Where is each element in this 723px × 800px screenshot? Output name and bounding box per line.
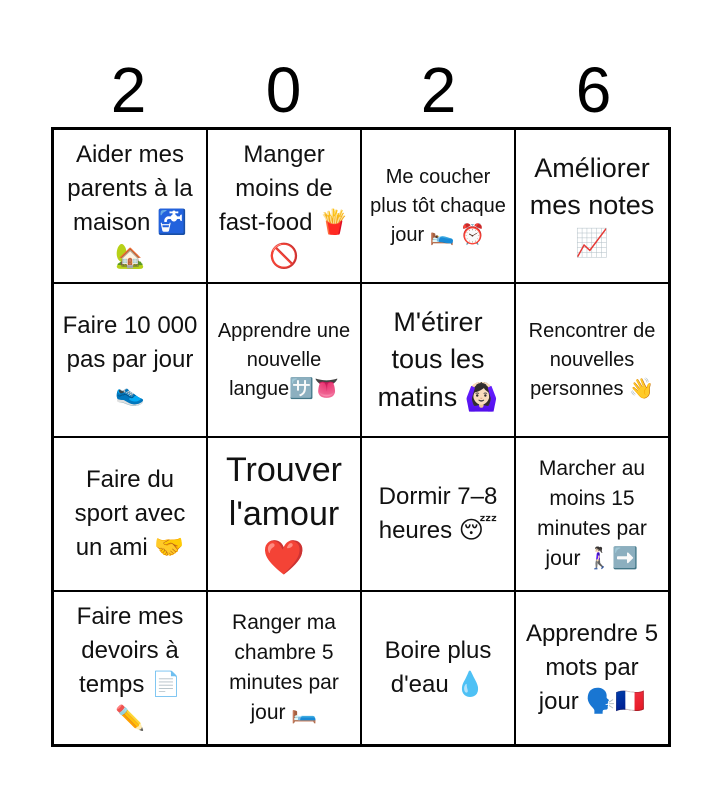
cell-text: Marcher au moins 15 minutes par jour 🚶🏻‍♀️➡️ (537, 457, 647, 570)
cell-text: Manger moins de fast-food 🍟 🚫 (219, 140, 349, 271)
bingo-card-grid (51, 127, 671, 747)
cell-text: Améliorer mes notes📈 (529, 153, 655, 258)
header-letter-4: 6 (575, 54, 612, 126)
bingo-cell-r3c3[interactable] (361, 437, 515, 591)
cell-text: Apprendre 5 mots par jour 🗣️🇫🇷 (525, 619, 659, 716)
cell-text: Faire 10 000 pas par jour 👟 (62, 311, 198, 408)
bingo-cell-r4c3[interactable] (361, 591, 515, 745)
cell-text: Trouver l'amour ❤️ (226, 450, 342, 578)
cell-text: Apprendre une nouvelle langue🈂️👅 (217, 319, 351, 400)
header-letter-2: 0 (265, 54, 302, 126)
bingo-cell-r1c4[interactable] (515, 129, 669, 283)
bingo-cell-r2c4[interactable] (515, 283, 669, 437)
header-letter-3: 2 (420, 54, 457, 126)
bingo-header (51, 52, 671, 128)
cell-text: M'étirer tous les matins 🙆🏻‍♀️ (377, 307, 499, 412)
cell-text: Me coucher plus tôt chaque jour 🛌 ⏰ (370, 165, 506, 246)
bingo-cell-r1c2[interactable] (207, 129, 361, 283)
bingo-cell-r2c2[interactable] (207, 283, 361, 437)
bingo-cell-r4c4[interactable] (515, 591, 669, 745)
bingo-cell-r3c4[interactable] (515, 437, 669, 591)
cell-text: Ranger ma chambre 5 minutes par jour 🛏️ (229, 611, 339, 724)
bingo-cell-r4c2[interactable] (207, 591, 361, 745)
cell-text: Faire mes devoirs à temps 📄 ✏️ (76, 602, 184, 733)
bingo-cell-r4c1[interactable] (53, 591, 207, 745)
bingo-cell-r3c2-center[interactable] (207, 437, 361, 591)
bingo-cell-r1c3[interactable] (361, 129, 515, 283)
bingo-cell-r2c3[interactable] (361, 283, 515, 437)
bingo-cell-r1c1[interactable] (53, 129, 207, 283)
bingo-cell-r2c1[interactable] (53, 283, 207, 437)
cell-text: Aider mes parents à la maison 🚰 🏡 (67, 140, 193, 271)
cell-text: Faire du sport avec un ami 🤝 (74, 465, 186, 562)
cell-text: Boire plus d'eau 💧 (384, 636, 492, 698)
cell-text: Dormir 7–8 heures 😴 (378, 482, 498, 544)
bingo-cell-r3c1[interactable] (53, 437, 207, 591)
cell-text: Rencontrer de nouvelles personnes 👋 (528, 319, 656, 400)
header-letter-1: 2 (110, 54, 147, 126)
